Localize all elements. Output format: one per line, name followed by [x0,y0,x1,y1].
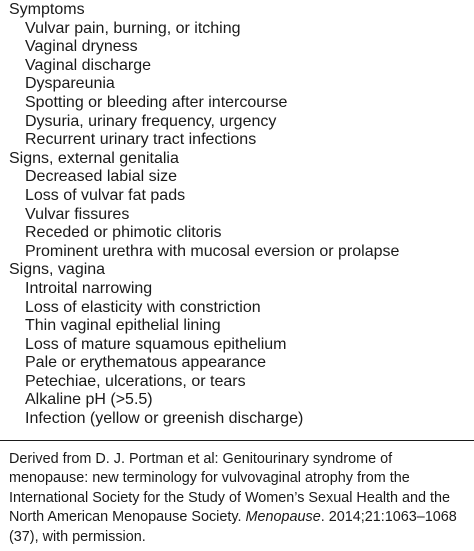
list-item: Vaginal dryness [25,38,138,56]
list-item: Receded or phimotic clitoris [25,224,222,242]
list-item: Vulvar pain, burning, or itching [25,19,241,37]
list-item: Vaginal discharge [25,56,152,74]
list-item: Loss of elasticity with constriction [25,298,261,316]
list-item: Spotting or bleeding after intercourse [25,93,288,111]
list-item: Decreased labial size [25,168,178,186]
list-item: Petechiae, ulcerations, or tears [25,372,246,390]
list-item: Loss of vulvar fat pads [25,186,186,204]
list-item: Alkaline pH (>5.5) [25,391,153,409]
list-item: Dysuria, urinary frequency, urgency [25,112,277,130]
list-item: Pale or erythematous appearance [25,354,267,372]
list-item: Vulvar fissures [25,205,130,223]
list-item: Introital narrowing [25,279,153,297]
list-item: Prominent urethra with mucosal eversion or prolapse [25,242,400,260]
footnote-text: Derived from D. J. Portman et al: Genitourinary syndrome of menopause: new terminology for vulvovaginal atrophy from the International Society for the Study of Women’s Sexual Health and the North American Menopause Society. [9,451,451,526]
list-item: Recurrent urinary tract infections [25,131,257,149]
source-footnote [9,450,468,547]
section-heading-vagina: Signs, vagina [9,261,106,279]
section-heading-symptoms: Symptoms [9,1,85,18]
section-heading-external-genitalia: Signs, external genitalia [9,149,179,167]
list-item: Dyspareunia [25,75,115,93]
footnote-journal: Menopause [245,509,321,526]
footnote-citation: . 2014;21:1063–1068 (37), with permission. [9,509,457,545]
list-item: Loss of mature squamous epithelium [25,335,287,353]
list-item: Infection (yellow or greenish discharge) [25,410,304,428]
list-item: Thin vaginal epithelial lining [25,317,221,335]
divider [0,440,474,441]
